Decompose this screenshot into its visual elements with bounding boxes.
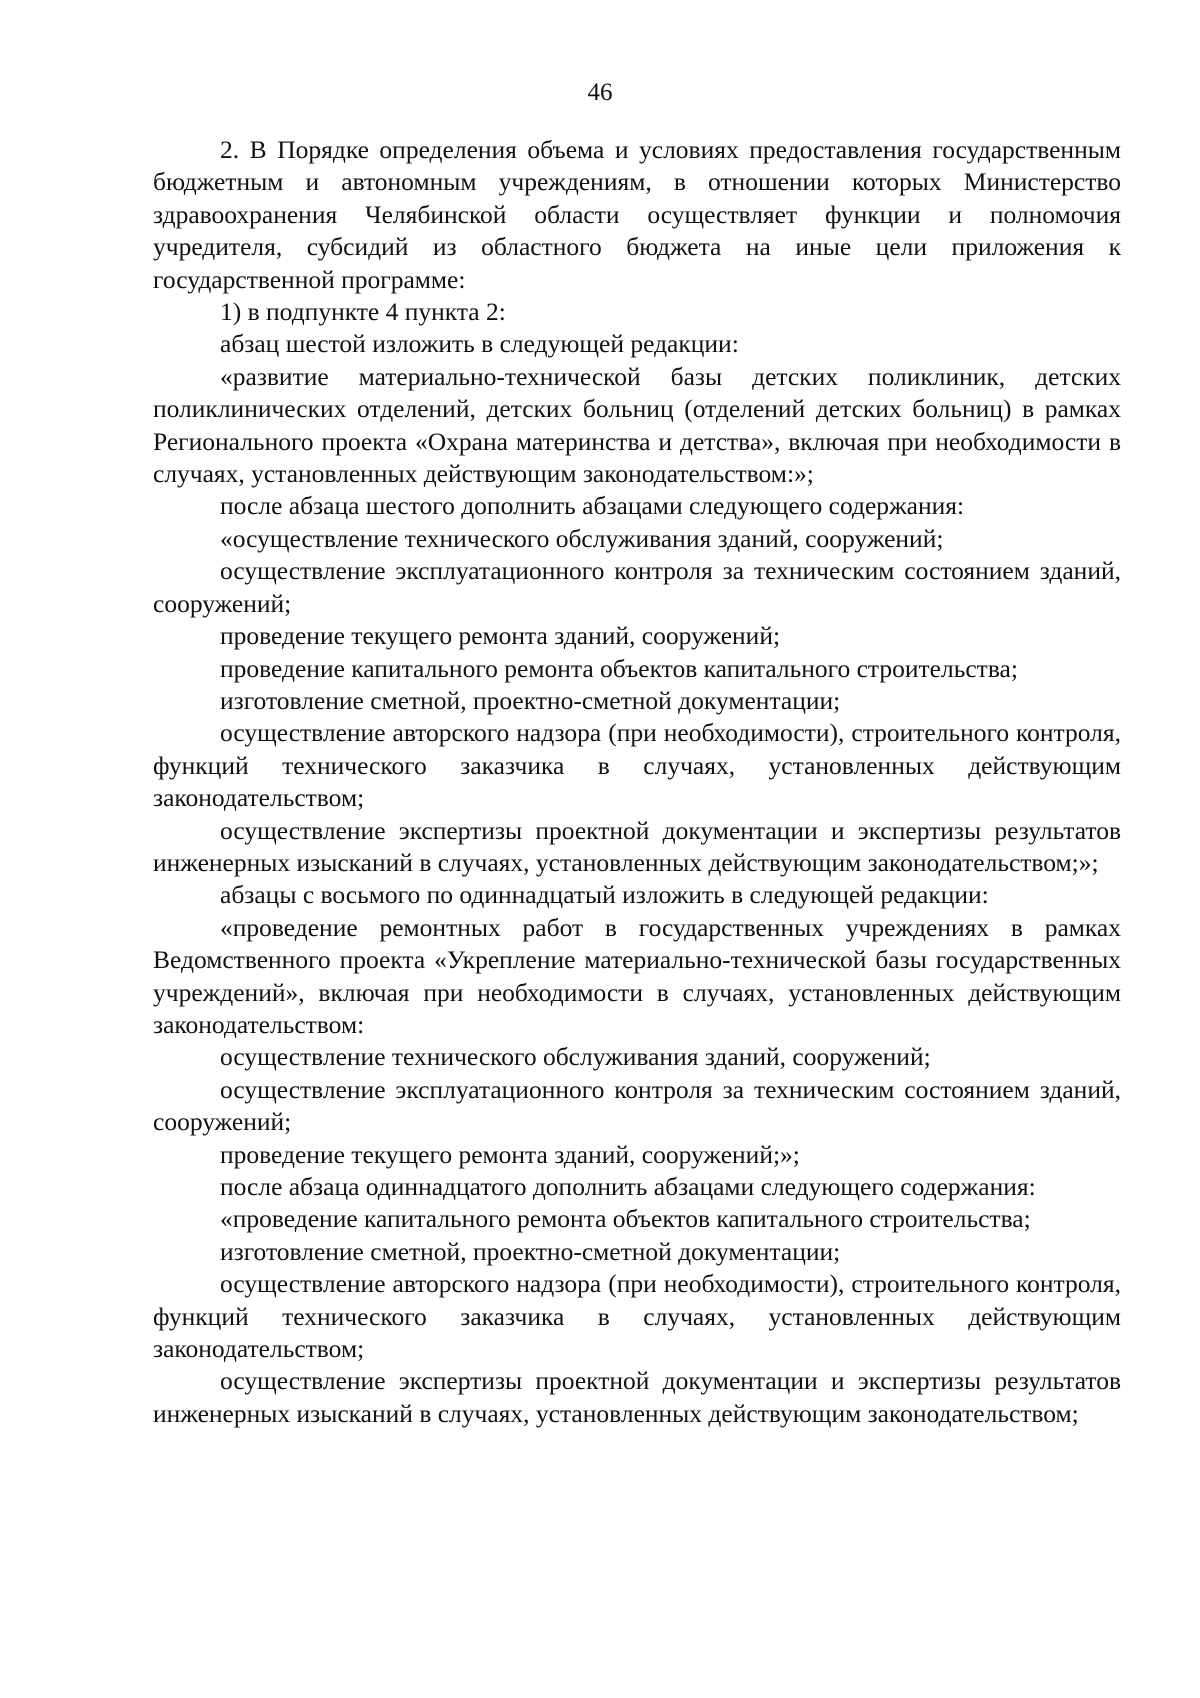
paragraph: 2. В Порядке определения объема и условиях предоставления государственным бюджетным и автономным учреждениям, в отношении которых Министерство здравоохранения Челябинской области осуществляет функции и полномочия учредителя, субсидий из областного бюджета на иные цели приложения к государственной программе: — [153, 135, 1121, 294]
paragraph: «развитие материально-технической базы детских поликлиник, детских поликлинических отделений, детских больниц (отделений детских больниц) в рамках Регионального проекта «Охрана материнства и детства», включая при необходимости в случаях, установленных действующим законодательством:»; — [153, 361, 1121, 489]
paragraph: «проведение ремонтных работ в государственных учреждениях в рамках Ведомственного проекта «Укрепление материально-технической базы государственных учреждений», включая при необходимости в случаях, установленных действующим законодательством: — [153, 912, 1121, 1039]
page-number: 46 — [587, 79, 613, 106]
paragraph: осуществление экспертизы проектной документации и экспертизы результатов инженерных изысканий в случаях, установленных действующим законодательством; — [153, 1366, 1121, 1428]
paragraph: проведение капитального ремонта объектов капитального строительства; — [220, 653, 1018, 683]
paragraph: осуществление экспертизы проектной документации и экспертизы результатов инженерных изысканий в случаях, установленных действующим законодательством;»; — [153, 815, 1121, 877]
paragraph: проведение текущего ремонта зданий, сооружений;»; — [220, 1139, 800, 1169]
paragraph: изготовление сметной, проектно-сметной документации; — [220, 1236, 841, 1266]
paragraph: изготовление сметной, проектно-сметной документации; — [220, 685, 841, 715]
paragraph: после абзаца одиннадцатого дополнить абзацами следующего содержания: — [220, 1172, 1036, 1201]
paragraph: «проведение капитального ремонта объектов капитального строительства; — [220, 1204, 1031, 1234]
paragraph: 1) в подпункте 4 пункта 2: — [220, 297, 506, 327]
paragraph: после абзаца шестого дополнить абзацами следующего содержания: — [220, 491, 965, 521]
paragraph: «осуществление технического обслуживания зданий, сооружений; — [220, 523, 944, 553]
paragraph: абзац шестой изложить в следующей редакции: — [220, 329, 739, 359]
paragraph: осуществление авторского надзора (при необходимости), строительного контроля, функций технического заказчика в случаях, установленных действующим законодательством; — [153, 1269, 1121, 1364]
paragraph: абзацы с восьмого по одиннадцатый изложить в следующей редакции: — [220, 880, 989, 910]
paragraph: осуществление авторского надзора (при необходимости), строительного контроля, функций технического заказчика в случаях, установленных действующим законодательством; — [153, 718, 1121, 813]
paragraph: осуществление эксплуатационного контроля за техническим состоянием зданий, сооружений; — [153, 556, 1121, 618]
paragraph: осуществление технического обслуживания зданий, сооружений; — [220, 1042, 931, 1072]
paragraph: осуществление эксплуатационного контроля за техническим состоянием зданий, сооружений; — [153, 1074, 1121, 1137]
document-body — [153, 134, 1121, 1430]
paragraph: проведение текущего ремонта зданий, сооружений; — [220, 621, 781, 651]
